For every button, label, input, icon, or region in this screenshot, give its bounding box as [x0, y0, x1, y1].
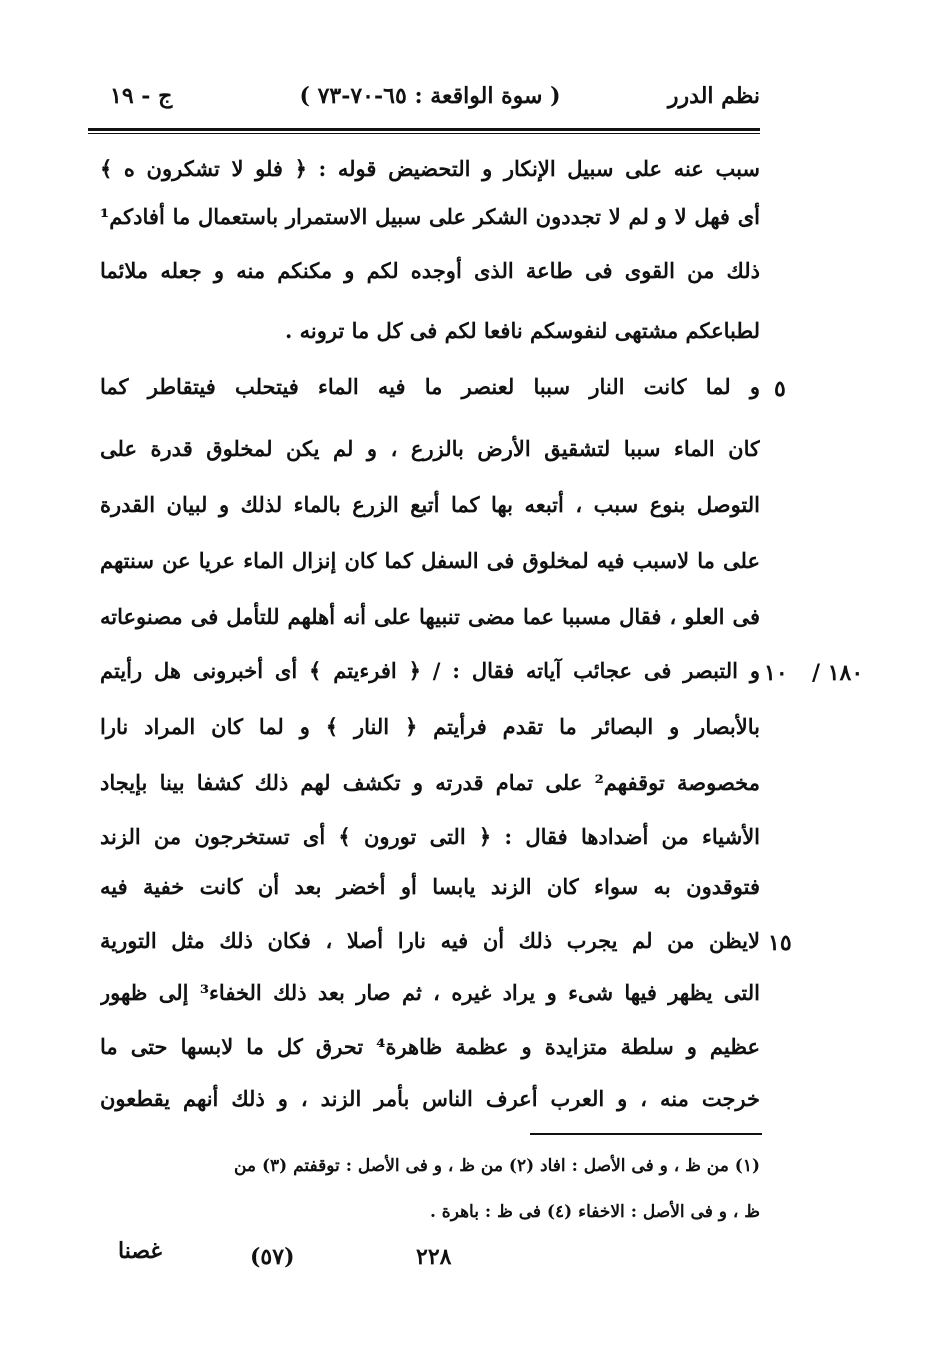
body-line: خرجت منه ، و العرب أعرف الناس بأمر الزند ، و ذلك أنهم يقطعون	[100, 1086, 760, 1111]
folio-marker: ١٨٠ /	[812, 660, 864, 686]
surah-reference: ( سوة الواقعة : ٦٥-٧٠-٧٣ )	[299, 83, 561, 109]
margin-line-number-15: ١٥	[768, 930, 792, 956]
margin-line-number-5: ٥	[774, 376, 786, 402]
footnote-line: (١) من ظ ، و فى الأصل : افاد (٢) من ظ ، و فى الأصل : توقفتم (٣) من	[233, 1156, 760, 1176]
body-line: عظيم و سلطة متزايدة و عظمة ظاهرة⁴ تحرق كل ما لابسها حتى ما	[100, 1034, 760, 1059]
body-line: و لما كانت النار سببا لعنصر ما فيه الماء فيتحلب فيتقاطر كما	[100, 374, 760, 399]
header-rule-thick	[88, 128, 760, 131]
body-line: فى العلو ، فقال مسببا عما مضى تنبيها على أنه أهلهم للتأمل فى مصنوعاته	[100, 604, 760, 629]
signature-word: غصنا	[118, 1238, 162, 1264]
footnote-separator	[530, 1133, 762, 1135]
margin-line-number-10: ١٠	[764, 660, 788, 686]
body-line: و التبصر فى عجائب آياته فقال : / ﴿ افرءيتم ﴾ أى أخبرونى هل رأيتم	[100, 658, 760, 683]
body-line: التوصل بنوع سبب ، أتبعه بها كما أتبع الزرع بالماء لذلك و لبيان القدرة	[100, 492, 760, 517]
body-line: على ما لاسبب فيه لمخلوق فى السفل كما كان إنزال الماء عريا عن سنتهم	[100, 548, 760, 573]
body-line: لطباعكم مشتهى لنفوسكم نافعا لكم فى كل ما ترونه .	[284, 318, 760, 343]
body-line: التى يظهر فيها شىء و يراد غيره ، ثم صار بعد ذلك الخفاء³ إلى ظهور	[100, 980, 760, 1005]
running-header	[100, 76, 760, 124]
book-title: نظم الدرر	[667, 83, 760, 109]
page-number: ٢٢٨	[416, 1244, 452, 1270]
section-number: (٥٧)	[250, 1244, 295, 1270]
footnote-line: ظ ، و فى الأصل : الاخفاء (٤) فى ظ : باهرة .	[429, 1202, 760, 1222]
body-line: لايظن من لم يجرب ذلك أن فيه نارا أصلا ، فكان ذلك مثل التورية	[100, 928, 760, 953]
body-line: أى فهل لا و لم لا تجددون الشكر على سبيل الاستمرار باستعمال ما أفادكم¹	[100, 204, 760, 229]
volume-number: ج - ١٩	[110, 83, 173, 109]
body-line: الأشياء من أضدادها فقال : ﴿ التى تورون ﴾ أى تستخرجون من الزند	[100, 824, 760, 849]
body-line: سبب عنه على سبيل الإنكار و التحضيض قوله : ﴿ فلو لا تشكرون ه ﴾	[100, 156, 760, 181]
body-line: كان الماء سببا لتشقيق الأرض بالزرع ، و لم يكن لمخلوق قدرة على	[100, 436, 760, 461]
body-line: بالأبصار و البصائر ما تقدم فرأيتم ﴿ النار ﴾ و لما كان المراد نارا	[100, 714, 760, 739]
header-rule-thin	[88, 133, 760, 134]
body-line: ذلك من القوى فى طاعة الذى أوجده لكم و مكنكم منه و جعله ملائما	[100, 258, 760, 283]
body-line: فتوقدون به سواء كان الزند يابسا أو أخضر بعد أن كانت خفية فيه	[100, 874, 760, 899]
body-line: مخصوصة توقفهم² على تمام قدرته و تكشف لهم ذلك كشفا بينا بإيجاد	[100, 770, 760, 795]
